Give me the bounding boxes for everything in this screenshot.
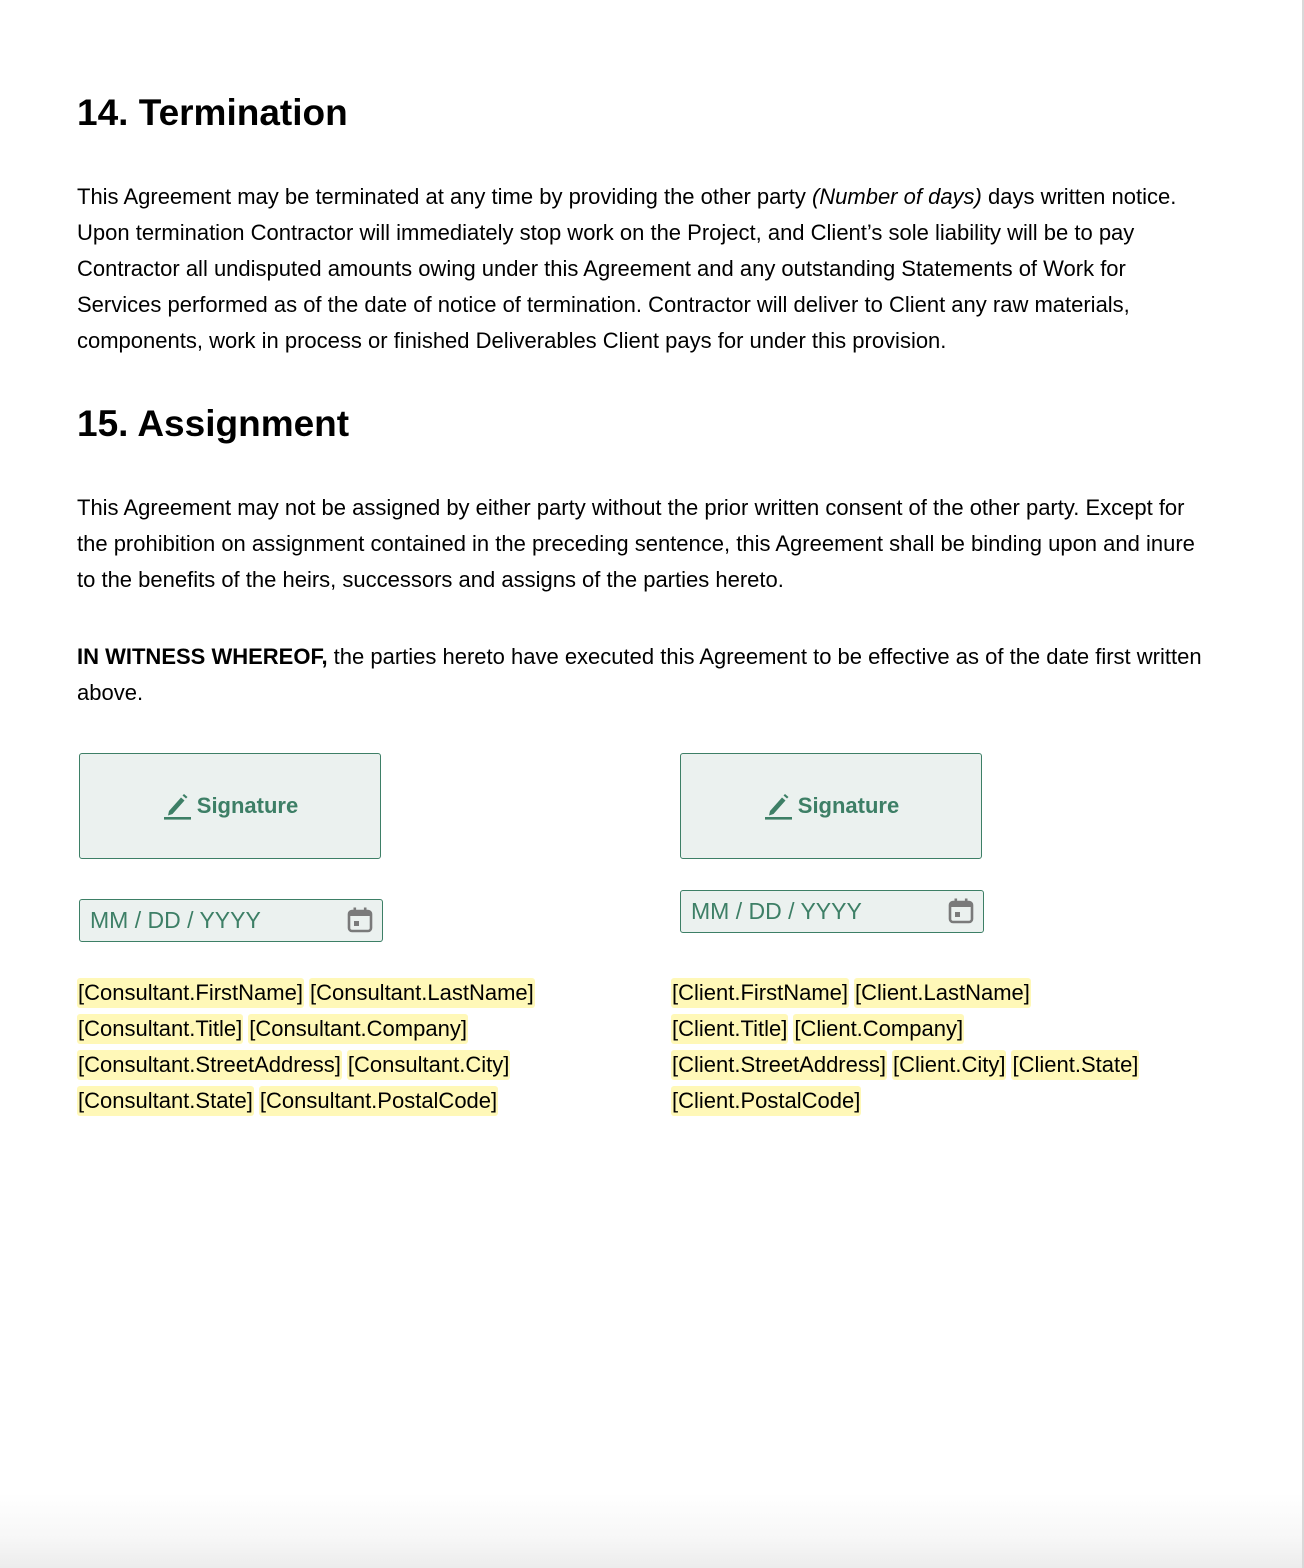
- merge-field-client-state[interactable]: [Client.State]: [1011, 1050, 1139, 1080]
- calendar-icon[interactable]: [947, 897, 975, 925]
- merge-field-client-firstname[interactable]: [Client.FirstName]: [671, 978, 849, 1008]
- merge-field-consultant-title[interactable]: [Consultant.Title]: [77, 1014, 243, 1044]
- client-signature-button[interactable]: [680, 753, 982, 859]
- merge-field-client-city[interactable]: [Client.City]: [892, 1050, 1006, 1080]
- client-date-input[interactable]: [681, 891, 941, 932]
- witness-clause: [77, 639, 1212, 711]
- termination-text-start: This Agreement may be terminated at any time by providing the other party: [77, 184, 812, 209]
- consultant-merge-fields: [77, 975, 617, 1119]
- consultant-date-field[interactable]: [79, 899, 383, 942]
- merge-field-client-company[interactable]: [Client.Company]: [793, 1014, 964, 1044]
- merge-field-client-postalcode[interactable]: [Client.PostalCode]: [671, 1086, 861, 1116]
- section-heading-termination: 14. Termination: [77, 92, 348, 133]
- number-of-days-placeholder: (Number of days): [811, 184, 982, 209]
- section-body-assignment: This Agreement may not be assigned by either party without the prior written consent of the other party. Except for the prohibition on assignment contained in the preceding sentence, this Agreement shall be binding upon and inure to the benefits of the heirs, successors and assigns of the parties hereto.: [77, 495, 1195, 592]
- page-bottom-shadow: [0, 1493, 1302, 1568]
- signature-label: Signature: [797, 793, 900, 818]
- witness-lead: IN WITNESS WHEREOF,: [77, 644, 328, 669]
- merge-field-client-streetaddress[interactable]: [Client.StreetAddress]: [671, 1050, 887, 1080]
- section-heading-assignment: 15. Assignment: [77, 403, 350, 444]
- calendar-icon[interactable]: [346, 906, 374, 934]
- merge-field-consultant-state[interactable]: [Consultant.State]: [77, 1086, 254, 1116]
- termination-text-end: days written notice. Upon termination Contractor will immediately stop work on the Project, and Client’s sole liability will be to pay Contractor all undisputed amounts owing under this Agreement and any outstanding Statements of Work for Services performed as of the date of notice of termination. Contractor will deliver to Client any raw materials, components, work in process or finished Deliverables Client pays for under this provision.: [77, 184, 1177, 353]
- pen-icon: [763, 790, 793, 820]
- section-body-termination: [77, 179, 1212, 359]
- client-date-field[interactable]: [680, 890, 984, 933]
- client-merge-fields: [671, 975, 1211, 1119]
- merge-field-consultant-city[interactable]: [Consultant.City]: [347, 1050, 510, 1080]
- consultant-date-input[interactable]: [80, 900, 340, 941]
- merge-field-client-lastname[interactable]: [Client.LastName]: [854, 978, 1031, 1008]
- consultant-signature-button[interactable]: [79, 753, 381, 859]
- merge-field-consultant-firstname[interactable]: [Consultant.FirstName]: [77, 978, 304, 1008]
- pen-icon: [162, 790, 192, 820]
- merge-field-consultant-company[interactable]: [Consultant.Company]: [248, 1014, 468, 1044]
- merge-field-consultant-streetaddress[interactable]: [Consultant.StreetAddress]: [77, 1050, 342, 1080]
- merge-field-client-title[interactable]: [Client.Title]: [671, 1014, 788, 1044]
- witness-text: the parties hereto have executed this Agreement to be effective as of the date first written above.: [77, 644, 1202, 705]
- signature-label: Signature: [196, 793, 299, 818]
- merge-field-consultant-lastname[interactable]: [Consultant.LastName]: [309, 978, 535, 1008]
- merge-field-consultant-postalcode[interactable]: [Consultant.PostalCode]: [259, 1086, 498, 1116]
